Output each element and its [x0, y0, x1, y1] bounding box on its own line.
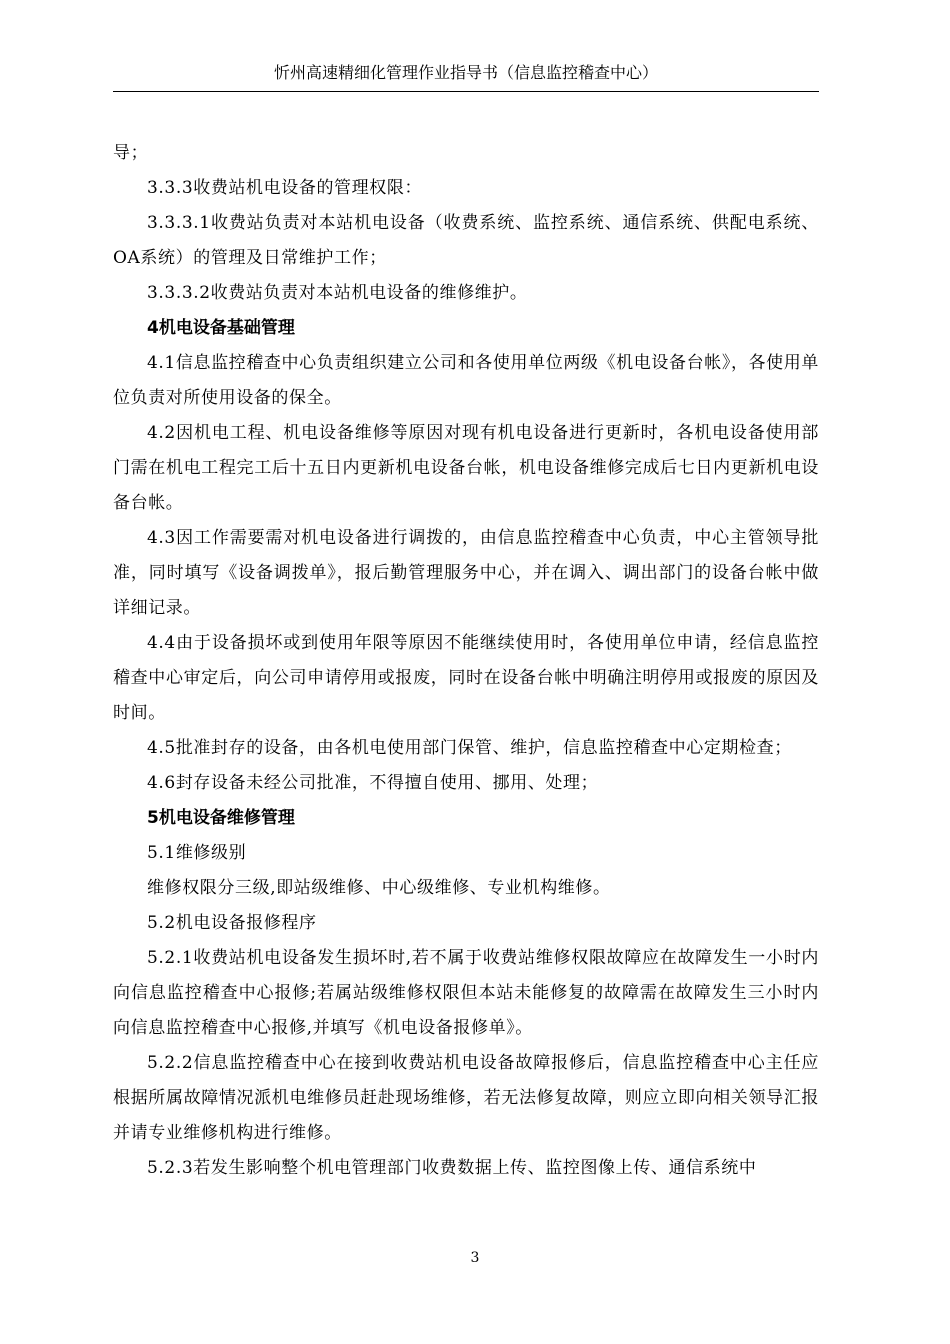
- paragraph: 5.2.2信息监控稽查中心在接到收费站机电设备故障报修后，信息监控稽查中心主任应根据所属故障情况派机电维修员赶赴现场维修，若无法修复故障，则应立即向相关领导汇报并请专业维修机构进行维修。: [113, 1053, 819, 1143]
- paragraph: 4.1信息监控稽查中心负责组织建立公司和各使用单位两级《机电设备台帐》，各使用单位负责对所使用设备的保全。: [113, 353, 819, 408]
- paragraph: 导；: [113, 143, 149, 163]
- paragraph: 5.1维修级别: [147, 843, 247, 863]
- section-heading: 4机电设备基础管理: [147, 318, 295, 338]
- paragraph: 4.5批准封存的设备，由各机电使用部门保管、维护，信息监控稽查中心定期检查；: [147, 738, 792, 758]
- paragraph: 维修权限分三级,即站级维修、中心级维修、专业机构维修。: [147, 878, 611, 898]
- paragraph: 4.2因机电工程、机电设备维修等原因对现有机电设备进行更新时，各机电设备使用部门需在机电工程完工后十五日内更新机电设备台帐，机电设备维修完成后七日内更新机电设备台帐。: [113, 423, 819, 513]
- paragraph: 4.6封存设备未经公司批准，不得擅自使用、挪用、处理；: [147, 773, 599, 793]
- document-body: [113, 136, 819, 1186]
- paragraph: 3.3.3收费站机电设备的管理权限：: [147, 178, 423, 198]
- paragraph: 3.3.3.2收费站负责对本站机电设备的维修维护。: [147, 283, 528, 303]
- paragraph: 5.2.1收费站机电设备发生损坏时,若不属于收费站维修权限故障应在故障发生一小时内向信息监控稽查中心报修;若属站级维修权限但本站未能修复的故障需在故障发生三小时内向信息监控稽查中心报修,并填写《机电设备报修单》。: [113, 948, 819, 1038]
- paragraph: 4.4由于设备损坏或到使用年限等原因不能继续使用时，各使用单位申请，经信息监控稽查中心审定后，向公司申请停用或报废，同时在设备台帐中明确注明停用或报废的原因及时间。: [113, 633, 819, 723]
- paragraph: 5.2机电设备报修程序: [147, 913, 317, 933]
- header-title: 忻州高速精细化管理作业指导书（信息监控稽查中心）: [273, 63, 658, 82]
- paragraph: 4.3因工作需要需对机电设备进行调拨的，由信息监控稽查中心负责，中心主管领导批准，同时填写《设备调拨单》，报后勤管理服务中心，并在调入、调出部门的设备台帐中做详细记录。: [113, 528, 819, 618]
- section-heading: 5机电设备维修管理: [147, 808, 295, 828]
- page-number: 3: [470, 1250, 480, 1266]
- paragraph: 3.3.3.1收费站负责对本站机电设备（收费系统、监控系统、通信系统、供配电系统、OA系统）的管理及日常维护工作；: [113, 213, 819, 268]
- page-header: [113, 58, 819, 92]
- paragraph: 5.2.3若发生影响整个机电管理部门收费数据上传、监控图像上传、通信系统中: [147, 1158, 757, 1178]
